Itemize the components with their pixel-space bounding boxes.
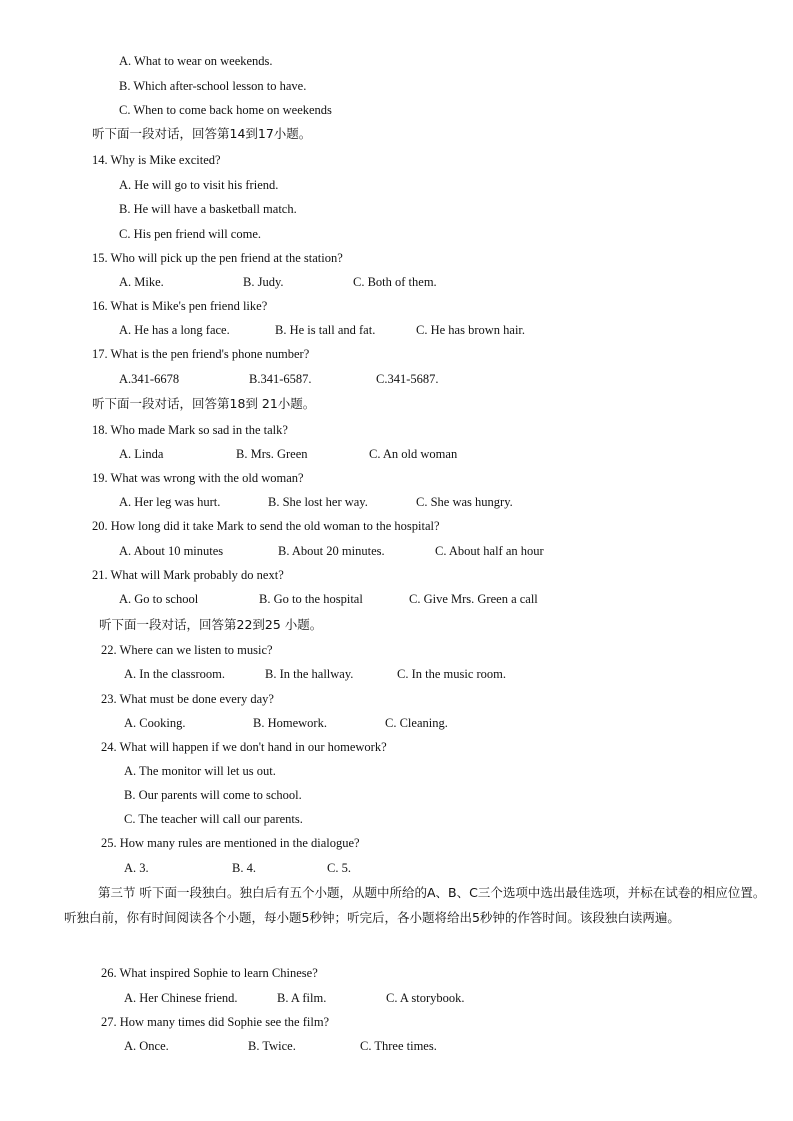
question-stem: 26. What inspired Sophie to learn Chinese? bbox=[101, 966, 318, 980]
option-text: B. Which after-school lesson to have. bbox=[119, 79, 307, 93]
question-stem: 21. What will Mark probably do next? bbox=[92, 568, 284, 582]
question-stem: 18. Who made Mark so sad in the talk? bbox=[92, 423, 288, 437]
option-text: A. Once. bbox=[124, 1039, 169, 1053]
option-text: B. In the hallway. bbox=[265, 667, 354, 681]
section-instruction: 听下面一段对话，回答第18到 21小题。 bbox=[92, 396, 316, 411]
option-text: A. Mike. bbox=[119, 275, 164, 289]
option-text: B. Our parents will come to school. bbox=[124, 788, 302, 802]
option-text: A.341-6678 bbox=[119, 372, 180, 386]
option-text: A. Cooking. bbox=[124, 716, 186, 730]
question-stem: 19. What was wrong with the old woman? bbox=[92, 471, 304, 485]
option-text: A. He will go to visit his friend. bbox=[119, 178, 279, 192]
option-text: C. 5. bbox=[327, 861, 351, 875]
option-text: C. His pen friend will come. bbox=[119, 227, 261, 241]
option-text: B. He is tall and fat. bbox=[275, 323, 376, 337]
option-text: C. In the music room. bbox=[397, 667, 507, 681]
option-text: C. A storybook. bbox=[386, 991, 465, 1005]
option-text: A. In the classroom. bbox=[124, 667, 226, 681]
option-text: B. She lost her way. bbox=[268, 495, 368, 509]
option-text: B. Judy. bbox=[243, 275, 284, 289]
question-stem: 17. What is the pen friend's phone number? bbox=[92, 347, 310, 361]
option-text: A. Her Chinese friend. bbox=[124, 991, 238, 1005]
option-text: C. Three times. bbox=[360, 1039, 437, 1053]
option-text: C. When to come back home on weekends bbox=[119, 103, 332, 117]
section-three-instructions: 第三节 听下面一段独白。独白后有五个小题，从题中所给的A、B、C三个选项中选出最佳选项，并标在试卷的相应位置。听独白前，你有时间阅读各个小题，每小题5秒钟；听完后，各小题将给出5秒钟的作答时间。该段独白读两遍。 bbox=[64, 885, 766, 925]
option-text: C. An old woman bbox=[369, 447, 458, 461]
option-text: A. He has a long face. bbox=[119, 323, 230, 337]
option-text: A. Linda bbox=[119, 447, 164, 461]
question-stem: 15. Who will pick up the pen friend at the station? bbox=[92, 251, 343, 265]
option-text: C. The teacher will call our parents. bbox=[124, 812, 303, 826]
option-text: C. Give Mrs. Green a call bbox=[409, 592, 538, 606]
question-stem: 24. What will happen if we don't hand in our homework? bbox=[101, 740, 387, 754]
option-text: A. What to wear on weekends. bbox=[119, 54, 273, 68]
option-text: A. Go to school bbox=[119, 592, 199, 606]
option-text: A. Her leg was hurt. bbox=[119, 495, 221, 509]
option-text: B. Go to the hospital bbox=[259, 592, 363, 606]
question-stem: 23. What must be done every day? bbox=[101, 692, 274, 706]
option-text: B. Twice. bbox=[248, 1039, 296, 1053]
option-text: B. About 20 minutes. bbox=[278, 544, 385, 558]
option-text: C. Cleaning. bbox=[385, 716, 448, 730]
option-text: B. He will have a basketball match. bbox=[119, 202, 297, 216]
option-text: A. About 10 minutes bbox=[119, 544, 224, 558]
question-stem: 25. How many rules are mentioned in the dialogue? bbox=[101, 836, 360, 850]
option-text: A. 3. bbox=[124, 861, 149, 875]
option-text: B. A film. bbox=[277, 991, 327, 1005]
question-stem: 20. How long did it take Mark to send the old woman to the hospital? bbox=[92, 519, 440, 533]
option-text: C. Both of them. bbox=[353, 275, 437, 289]
option-text: C. He has brown hair. bbox=[416, 323, 526, 337]
question-stem: 22. Where can we listen to music? bbox=[101, 643, 273, 657]
section-instruction: 听下面一段对话，回答第14到17小题。 bbox=[92, 126, 312, 141]
option-text: B. 4. bbox=[232, 861, 256, 875]
option-text: C.341-5687. bbox=[376, 372, 439, 386]
section-instruction: 听下面一段对话，回答第22到25 小题。 bbox=[99, 617, 323, 632]
option-text: A. The monitor will let us out. bbox=[124, 764, 276, 778]
option-text: C. About half an hour bbox=[435, 544, 544, 558]
question-stem: 16. What is Mike's pen friend like? bbox=[92, 299, 268, 313]
option-text: B. Mrs. Green bbox=[236, 447, 308, 461]
option-text: C. She was hungry. bbox=[416, 495, 513, 509]
option-text: B. Homework. bbox=[253, 716, 327, 730]
question-stem: 14. Why is Mike excited? bbox=[92, 153, 221, 167]
question-stem: 27. How many times did Sophie see the film? bbox=[101, 1015, 330, 1029]
option-text: B.341-6587. bbox=[249, 372, 312, 386]
